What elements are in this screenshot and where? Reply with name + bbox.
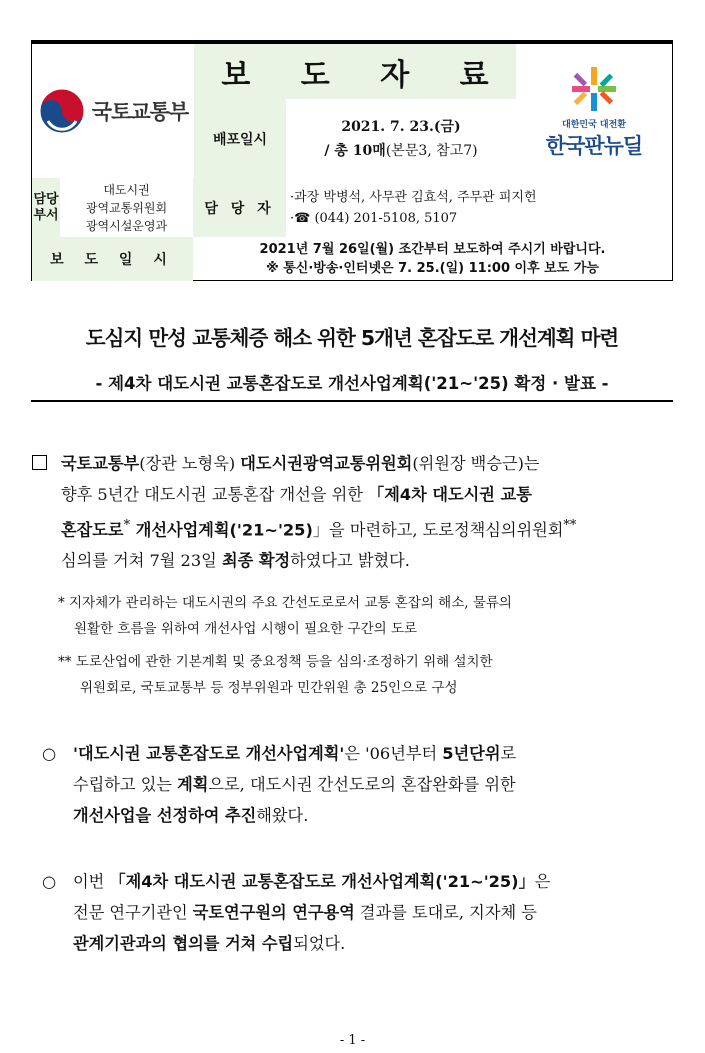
distribution-info	[286, 99, 516, 178]
ministry-name: 국토교통부	[91, 100, 189, 124]
checkbox-bullet-icon	[32, 455, 47, 470]
manager-info	[286, 178, 672, 237]
press-release-title: 보 도 자 료	[194, 44, 516, 99]
manager-label: 담 당 자	[193, 178, 286, 237]
phone-icon: ·☎	[290, 210, 315, 226]
release-info	[193, 237, 672, 281]
paragraph-bullet-1: ○ '대도시권 교통혼잡도로 개선사업계획'은 '06년부터 5년단위로 수립하고 있는 계획으로, 대도시권 간선도로의 혼잡완화를 위한 개선사업을 선정하여 추진해왔다.	[42, 744, 517, 825]
headline: 도심지 만성 교통체증 해소 위한 5개년 혼잡도로 개선계획 마련	[85, 326, 619, 350]
brand-slogan: 대한민국 대전환	[562, 119, 626, 130]
release-date: 2021년 7월 26일(월) 조간부터 보도하여 주시기 바랍니다.	[259, 242, 606, 257]
paragraph-bullet-2: ○ 이번 「제4차 대도시권 교통혼잡도로 개선사업계획('21~'25)」은 전문 연구기관인 국토연구원의 연구용역 결과를 토대로, 지자체 등 관계기관과의 협의를 거쳐 수립되었다.	[42, 872, 551, 953]
press-header-table	[31, 40, 673, 281]
distribution-pages-detail: (본문3, 참고7)	[385, 142, 478, 159]
distribution-pages: / 총 10매	[324, 142, 386, 159]
paragraph-main: 국토교통부(장관 노형욱) 대도시권광역교통위원회(위원장 백승근)는 향후 5년간 대도시권 교통혼잡 개선을 위한 「제4차 대도시권 교통 혼잡도로* 개선사업계획('21~'25)」을 마련하고, 도로정책심의위원회** 심의를 거쳐 7월 23일 최종 확정하였다고 밝혔다.	[32, 448, 672, 576]
release-note: ※ 통신·방송·인터넷은 7. 25.(일) 11:00 이후 보도 가능	[266, 261, 599, 276]
manager-phone: (044) 201-5108, 5107	[314, 210, 458, 226]
headline-rule	[31, 400, 673, 402]
brand-name: 한국판뉴딜	[545, 133, 643, 158]
footnote-2: ** 도로산업에 관한 기본계획 및 중요정책 등을 심의·조정하기 위해 설치한 위원회로, 국토교통부 등 정부위원과 민간위원 총 25인으로 구성	[58, 654, 493, 696]
footnote-1: * 지자체가 관리하는 대도시권의 주요 간선도로로서 교통 혼잡의 해소, 물류의 원활한 흐름을 위하여 개선사업 시행이 필요한 구간의 도로	[58, 595, 512, 637]
dept-label: 담당 부서	[32, 178, 60, 237]
manager-names: ·과장 박병석, 사무관 김효석, 주무관 피지헌	[290, 189, 537, 205]
page-number: - 1 -	[339, 1033, 366, 1048]
release-label: 보 도 일 시	[32, 237, 193, 281]
subheadline: - 제4차 대도시권 교통혼잡도로 개선사업계획('21~'25) 확정 · 발표 -	[95, 374, 609, 393]
ministry-logo	[32, 44, 194, 178]
distribution-label: 배포일시	[194, 99, 286, 178]
dept-names: 대도시권 광역교통위원회 광역시설운영과	[85, 182, 168, 233]
new-deal-mark-icon	[568, 63, 620, 115]
taegeuk-logo-icon	[38, 87, 86, 135]
distribution-date: 2021. 7. 23.(금)	[341, 118, 461, 135]
korean-new-deal-logo	[516, 44, 672, 178]
